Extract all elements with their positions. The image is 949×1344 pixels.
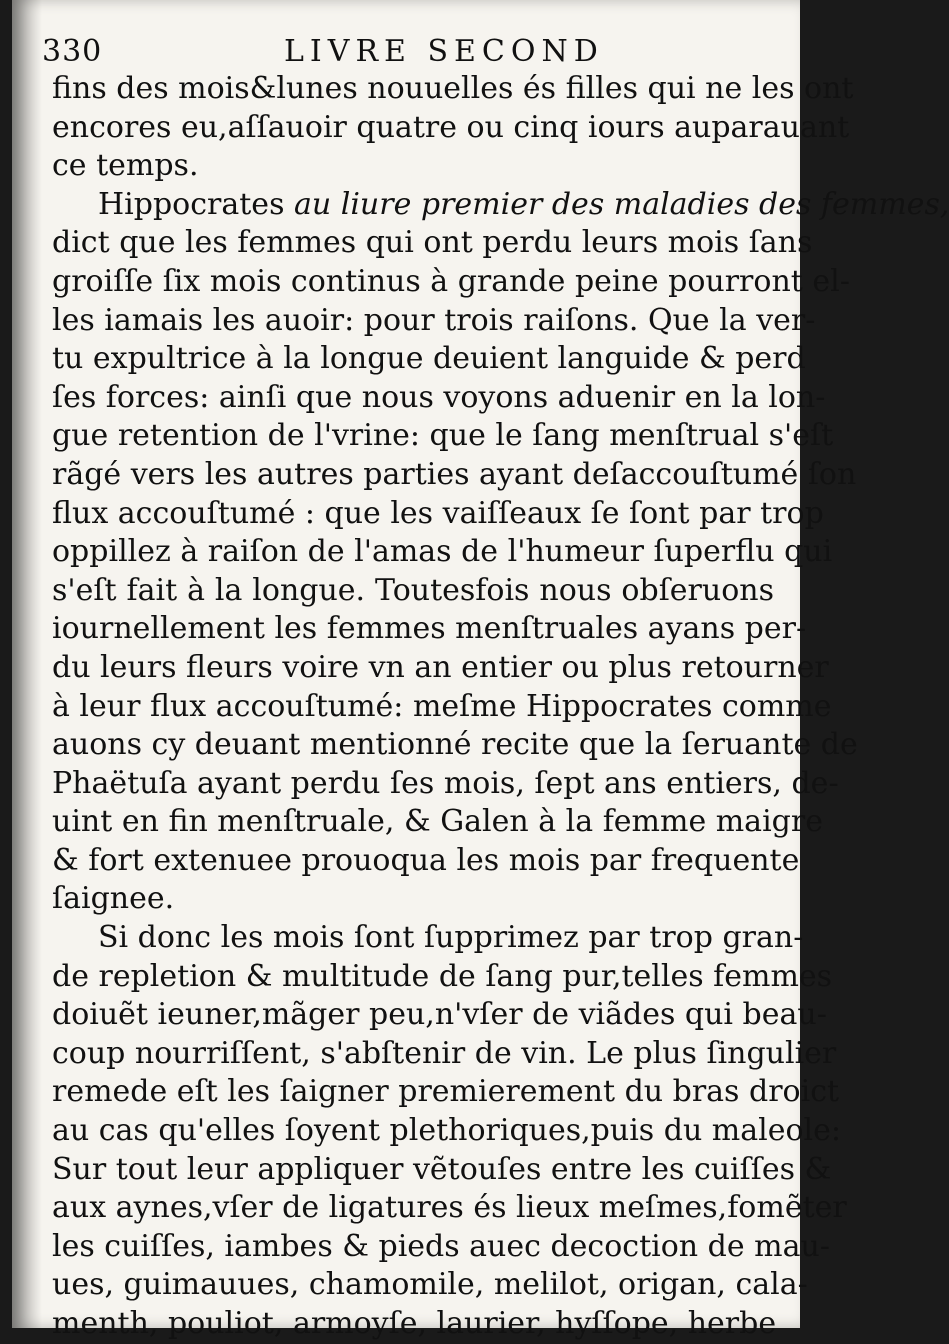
text-line: de repletion & multitude de ſang pur,telles femmes: [52, 958, 833, 994]
text-line: gue retention de l'vrine: que le ſang menſtrual s'eſt: [52, 418, 834, 454]
text-line: auons cy deuant mentionné recite que la ſeruante de: [52, 727, 858, 763]
text-line: s'eſt fait à la longue. Toutesfois nous obſeruons: [52, 572, 774, 608]
text-line: groiſſe ſix mois continus à grande peine pourront el-: [52, 263, 850, 299]
text-line: Sur tout leur appliquer vẽtouſes entre les cuiſſes &: [52, 1151, 832, 1187]
running-title: LIVRE SECOND: [284, 34, 604, 69]
text-line: coup nourriſſent, s'abſtenir de vin. Le plus ſingulier: [52, 1035, 837, 1071]
text-line: menth, pouliot, armoyſe, laurier, hyſſope, herbe: [52, 1306, 777, 1341]
text-line: encores eu,aſſauoir quatre ou cinq iours auparauant: [52, 109, 850, 145]
text-line: & fort extenuee prouoqua les mois par frequente: [52, 842, 800, 878]
text-line-paragraph-start: [52, 186, 949, 225]
body-text: [52, 70, 949, 1344]
text-line: du leurs fleurs voire vn an entier ou plus retourner: [52, 649, 829, 685]
text-line: aux aynes,vſer de ligatures és lieux meſmes,fomẽter: [52, 1190, 847, 1226]
gutter-shadow: [12, 0, 42, 1328]
text-line: oppillez à raiſon de l'amas de l'humeur ſuperflu qui: [52, 534, 833, 570]
text-line-paragraph-start: Si donc les mois ſont ſupprimez par trop gran-: [98, 920, 804, 956]
text-line: ues, guimauues, chamomile, melilot, origan, cala-: [52, 1267, 808, 1303]
text-line: ce temps.: [52, 148, 199, 184]
text-line: Phaëtuſa ayant perdu ſes mois, ſept ans entiers, de-: [52, 765, 839, 801]
text-line: ſes forces: ainſi que nous voyons aduenir en la lon-: [52, 379, 826, 415]
text-line: dict que les femmes qui ont perdu leurs mois ſans: [52, 225, 813, 261]
text-run: Hippocrates: [98, 186, 294, 222]
text-line: les iamais les auoir: pour trois raiſons. Que la ver-: [52, 302, 816, 338]
text-line: les cuiſſes, iambes & pieds auec decoction de mau-: [52, 1228, 830, 1264]
text-line: ſaignee.: [52, 881, 175, 917]
book-page: [12, 0, 949, 1341]
text-line: iournellement les femmes menſtruales ayans per-: [52, 611, 807, 647]
text-line: uint en fin menſtruale, & Galen à la femme maigre: [52, 804, 823, 840]
text-line: remede eſt les ſaigner premierement du bras droict: [52, 1074, 840, 1110]
text-line: doiuẽt ieuner,mãger peu,n'vſer de viãdes qui beau-: [52, 997, 827, 1033]
text-line: rãgé vers les autres parties ayant deſaccouſtumé ſon: [52, 456, 857, 492]
text-line: au cas qu'elles ſoyent plethoriques,puis du maleole:: [52, 1113, 841, 1149]
italic-book-title: au liure premier des maladies des femmes,: [294, 186, 949, 222]
page-number: 330: [42, 34, 103, 69]
text-line: à leur flux accouſtumé: meſme Hippocrates comme: [52, 688, 832, 724]
text-line: fins des mois&lunes nouuelles és filles qui ne les ont: [52, 71, 854, 106]
text-line: flux accouſtumé : que les vaiſſeaux ſe ſont par trop: [52, 495, 824, 531]
text-line: tu expultrice à la longue deuient languide & perd: [52, 341, 806, 377]
page-header: [42, 28, 762, 70]
